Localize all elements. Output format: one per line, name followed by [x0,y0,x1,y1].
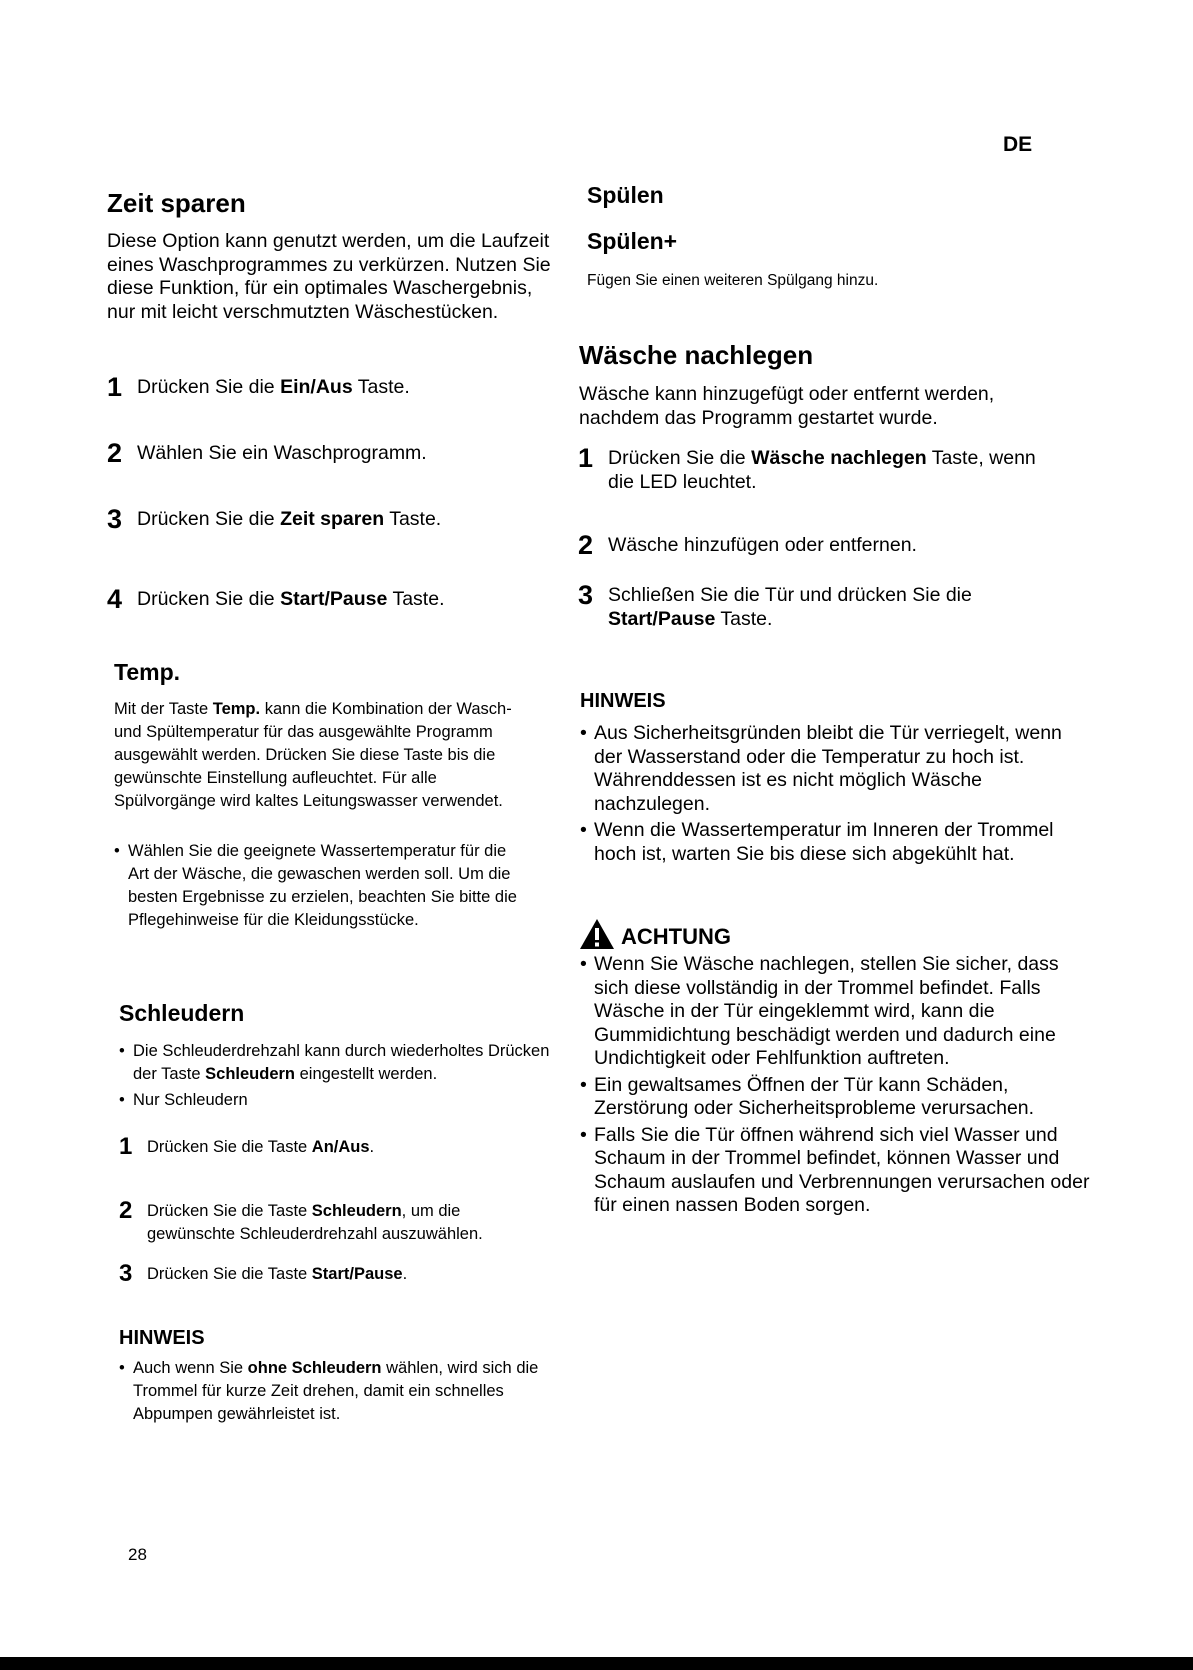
step-text: Drücken Sie die Taste Start/Pause. [147,1265,408,1283]
step-text: Drücken Sie die Wäsche nachlegen Taste, wenn die LED leuchtet. [608,447,1036,493]
achtung-bullets [580,953,1090,1221]
zeit-step-2 [107,438,557,468]
nachlegen-step-1 [578,443,1048,494]
achtung-title: ACHTUNG [621,924,731,949]
list-item: • Falls Sie die Tür öffnen während sich viel Wasser und Schaum in der Trommel befindet, können Wasser und Schaum auslaufen und Verbrennungen verursachen oder für einen nassen Boden sorgen. [580,1124,1090,1218]
nachlegen-intro: Wäsche kann hinzugefügt oder entfernt werden, nachdem das Programm gestartet wurde. [579,383,995,429]
step-number: 2 [119,1197,133,1224]
list-item: • Wenn die Wassertemperatur im Inneren der Trommel hoch ist, warten Sie bis diese sich abgekühlt hat. [580,819,1070,866]
right-hinweis-bullets [580,722,1070,869]
section-title-waesche-nachlegen: Wäsche nachlegen [579,340,814,370]
list-item: • Die Schleuderdrehzahl kann durch wiederholtes Drücken der Taste Schleudern eingestellt werden. [119,1040,559,1086]
right-hinweis-title: HINWEIS [580,690,666,712]
section-title-spuelen-plus: Spülen+ [587,228,678,254]
left-hinweis-bullets [119,1357,539,1429]
zeit-sparen-intro: Diese Option kann genutzt werden, um die Laufzeit eines Waschprogrammes zu verkürzen. Nutzen Sie diese Funktion, für ein optimales Waschergebnis, nur mit leicht verschmutzten Wäschestücken. [107,230,551,323]
step-text: Schließen Sie die Tür und drücken Sie die Start/Pause Taste. [608,584,972,630]
list-item: • Ein gewaltsames Öffnen der Tür kann Schäden, Zerstörung oder Sicherheitsprobleme verursachen. [580,1074,1090,1121]
step-number: 3 [107,504,123,534]
step-text: Drücken Sie die Taste Schleudern, um die gewünschte Schleuderdrehzahl auszuwählen. [147,1202,483,1243]
page-number: 28 [128,1545,147,1564]
step-number: 2 [107,438,123,468]
step-number: 1 [107,372,123,402]
section-title-spuelen: Spülen [587,182,664,208]
list-item: • Wählen Sie die geeignete Wassertemperatur für die Art der Wäsche, die gewaschen werden soll. Um die besten Ergebnisse zu erzielen, beachten Sie bitte die Pflegehinweise für die Kleidungsstücke. [114,840,524,932]
step-text: Drücken Sie die Zeit sparen Taste. [137,508,442,530]
temp-intro: Mit der Taste Temp. kann die Kombination der Wasch- und Spültemperatur für das ausgewählte Programm ausgewählt werden. Drücken Sie diese Taste bis die gewünschte Einstellung aufleuchtet. Für alle Spülvorgänge wird kaltes Leitungswasser verwendet. [114,700,512,810]
nachlegen-step-2 [578,530,1048,560]
step-text: Drücken Sie die Taste An/Aus. [147,1138,375,1156]
section-title-temp: Temp. [114,659,181,685]
list-item: • Aus Sicherheitsgründen bleibt die Tür verriegelt, wenn der Wasserstand oder die Temperatur zu hoch ist. Währenddessen ist es nicht möglich Wäsche nachzulegen. [580,722,1070,816]
list-item: • Wenn Sie Wäsche nachlegen, stellen Sie sicher, dass sich diese vollständig in der Trommel befindet. Falls Wäsche in der Tür eingeklemmt wird, kann die Gummidichtung beschädigt werden und dadurch eine Undichtigkeit oder Fehlfunktion auftreten. [580,953,1090,1071]
language-code: DE [1003,133,1033,156]
schleudern-step-2 [119,1196,549,1245]
schleudern-step-3 [119,1259,549,1289]
zeit-step-3 [107,504,557,534]
section-title-schleudern: Schleudern [119,1000,245,1026]
warning-icon [579,918,615,956]
schleudern-bullets [119,1040,559,1115]
spuelen-plus-text: Fügen Sie einen weiteren Spülgang hinzu. [587,272,879,289]
temp-bullets [114,840,524,935]
step-text: Drücken Sie die Start/Pause Taste. [137,588,445,610]
step-text: Wählen Sie ein Waschprogramm. [137,442,427,464]
list-item: • Auch wenn Sie ohne Schleudern wählen, wird sich die Trommel für kurze Zeit drehen, damit ein schnelles Abpumpen gewährleistet ist. [119,1357,539,1426]
section-title-zeit-sparen: Zeit sparen [107,188,246,218]
left-hinweis-title: HINWEIS [119,1327,205,1349]
achtung-title-row [579,918,731,956]
step-number: 2 [578,530,594,560]
step-number: 1 [578,443,594,473]
step-number: 3 [119,1260,133,1287]
step-number: 1 [119,1133,133,1160]
bottom-border [0,1657,1193,1670]
schleudern-step-1 [119,1132,549,1162]
step-text: Drücken Sie die Ein/Aus Taste. [137,376,410,398]
step-text: Wäsche hinzufügen oder entfernen. [608,534,917,556]
list-item: • Nur Schleudern [119,1089,559,1112]
nachlegen-step-3 [578,580,1018,631]
step-number: 4 [107,584,123,614]
zeit-step-4 [107,584,557,614]
step-number: 3 [578,580,594,610]
zeit-step-1 [107,372,557,402]
